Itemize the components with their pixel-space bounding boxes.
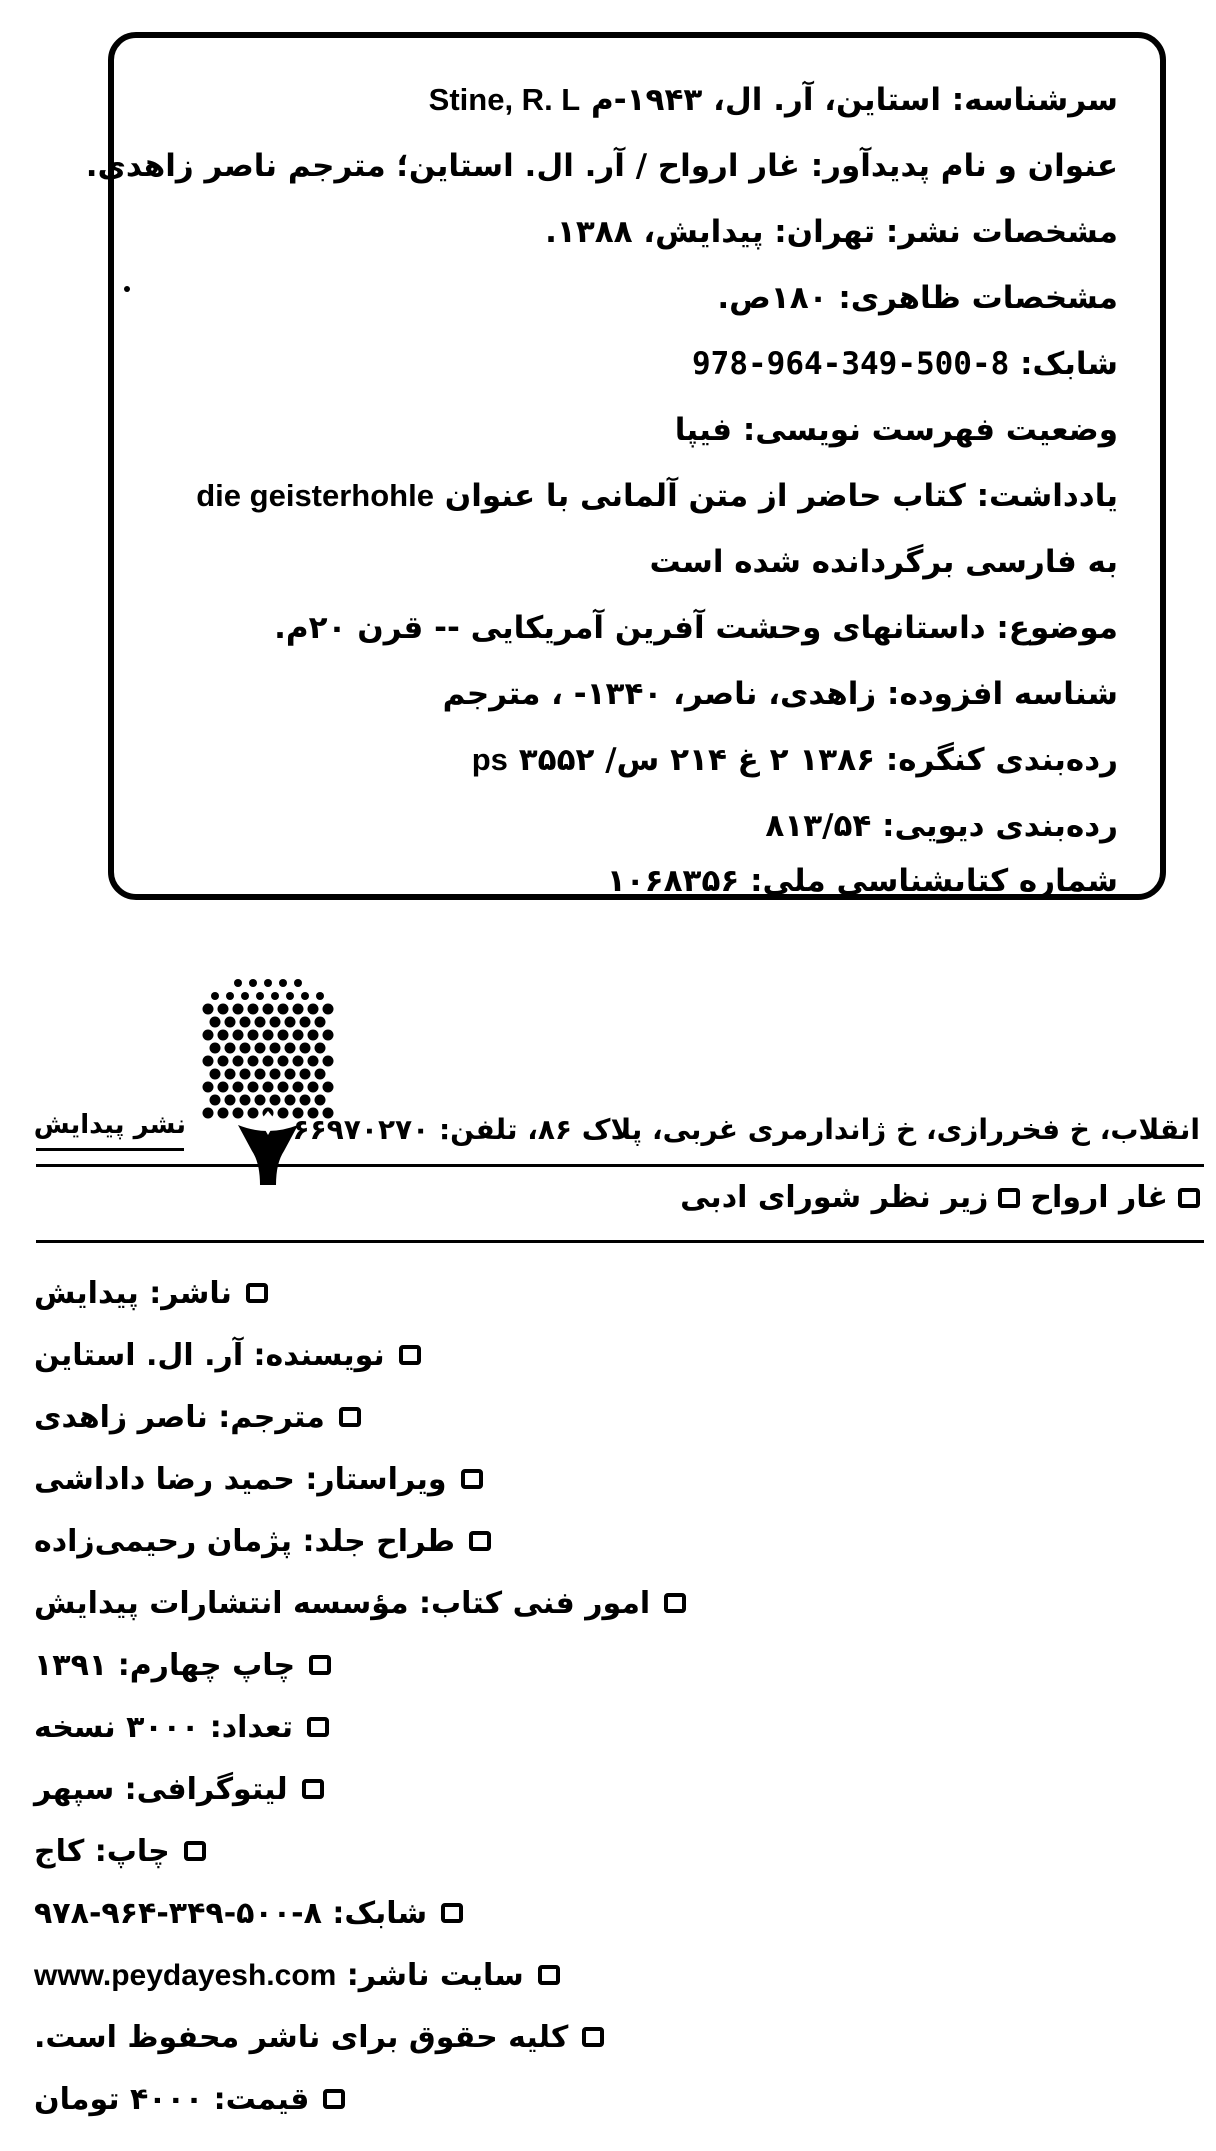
credit-text: امور فنی کتاب: مؤسسه انتشارات پیدایش	[34, 1585, 651, 1621]
credit-row-author	[34, 1330, 421, 1380]
box-bullet-icon	[399, 1345, 421, 1365]
box-bullet-icon	[307, 1717, 329, 1737]
credit-text: تعداد: ۳۰۰۰ نسخه	[34, 1709, 293, 1745]
box-bullet-icon	[302, 1779, 324, 1799]
catalog-line-text: شماره کتابشناسی ملی: ۱۰۶۸۳۵۶	[606, 863, 1118, 899]
credit-text: چاپ چهارم: ۱۳۹۱	[34, 1647, 296, 1683]
box-bullet-icon	[538, 1965, 560, 1985]
publisher-tree-logo-icon	[198, 975, 338, 1185]
box-bullet-icon	[664, 1593, 686, 1613]
credit-label: سایت ناشر:	[346, 1957, 524, 1993]
catalog-line-text: مشخصات نشر: تهران: پیدایش، ۱۳۸۸.	[545, 214, 1118, 250]
catalog-line-publication	[545, 212, 1118, 252]
credit-row-technical	[34, 1578, 686, 1628]
credit-row-isbn	[34, 1888, 463, 1938]
catalog-line-subject	[274, 608, 1118, 648]
credit-text	[34, 1958, 524, 1993]
credit-text: لیتوگرافی: سپهر	[34, 1771, 288, 1807]
publisher-website: www.peydayesh.com	[34, 1958, 337, 1992]
catalog-line-text: شابک:	[1020, 346, 1118, 382]
catalog-line-text: وضعیت فهرست نویسی: فیپا	[674, 412, 1118, 448]
catalog-line-national-number	[607, 864, 1118, 898]
catalog-line-note-cont	[650, 542, 1118, 582]
box-bullet-icon	[309, 1655, 331, 1675]
catalog-line-text: موضوع: داستانهای وحشت آفرین آمریکایی -- قرن ۲۰م.	[274, 610, 1118, 646]
divider-bottom	[36, 1240, 1204, 1243]
divider-top	[36, 1164, 1204, 1167]
credit-row-cover-designer	[34, 1516, 491, 1566]
credit-row-edition	[34, 1640, 331, 1690]
catalog-box	[85, 32, 1166, 900]
catalog-line-main-entry	[429, 80, 1118, 120]
catalog-line-isbn	[692, 344, 1118, 384]
catalog-line-text: رده‌بندی دیویی: ۸۱۳/۵۴	[765, 808, 1118, 844]
credit-text: کلیه حقوق برای ناشر محفوظ است.	[34, 2019, 569, 2055]
credit-row-copyright	[34, 2012, 604, 2062]
credit-row-printing	[34, 1826, 206, 1876]
box-bullet-icon	[323, 2089, 345, 2109]
credit-text: مترجم: ناصر زاهدی	[34, 1399, 325, 1435]
title-row	[680, 1180, 1200, 1215]
credit-row-price	[34, 2074, 345, 2124]
catalog-line-added-entry	[443, 674, 1118, 714]
catalog-line-text: مشخصات ظاهری: ۱۸۰ص.	[717, 280, 1118, 316]
catalog-line-title	[86, 146, 1118, 186]
catalog-line-physical	[717, 278, 1118, 318]
credit-text: ویراستار: حمید رضا داداشی	[34, 1461, 447, 1497]
credit-row-website	[34, 1950, 560, 2000]
catalog-line-text: عنوان و نام پدیدآور: غار ارواح / آر. ال. استاین؛ مترجم ناصر زاهدی.	[85, 148, 1118, 184]
stray-dot	[124, 286, 130, 292]
credit-row-translator	[34, 1392, 361, 1442]
credit-text: نویسنده: آر. ال. استاین	[34, 1337, 385, 1373]
credit-text: قیمت: ۴۰۰۰ تومان	[34, 2081, 310, 2117]
series-note: زیر نظر شورای ادبی	[680, 1180, 989, 1215]
catalog-line-text: یادداشت: کتاب حاضر از متن آلمانی با عنوان	[444, 478, 1118, 514]
catalog-line-latin: ps	[471, 742, 508, 777]
catalog-line-text: سرشناسه: استاین، آر. ال، ۱۹۴۳-م	[591, 82, 1118, 118]
catalog-line-status	[675, 410, 1118, 450]
catalog-line-text: شناسه افزوده: زاهدی، ناصر، ۱۳۴۰- ، مترجم	[442, 676, 1118, 712]
credit-row-editor	[34, 1454, 483, 1504]
signature-underline	[36, 1148, 184, 1151]
box-bullet-icon	[582, 2027, 604, 2047]
credit-text: چاپ: کاج	[34, 1833, 170, 1869]
box-bullet-icon	[441, 1903, 463, 1923]
book-title: غار ارواح	[1030, 1180, 1168, 1215]
publisher-signature: نشر پیدایش	[33, 1110, 186, 1140]
box-bullet-icon	[469, 1531, 491, 1551]
publisher-address: انقلاب، خ فخررازی، خ ژاندارمری غربی، پلاک ۸۶، تلفن: ۶۶۹۷۰۲۷۰	[292, 1113, 1200, 1146]
credit-row-print-run	[34, 1702, 329, 1752]
box-bullet-icon	[246, 1283, 268, 1303]
catalog-line-lc-class	[472, 740, 1118, 780]
catalog-line-text: رده‌بندی کنگره: ۱۳۸۶ ۲ غ ۲۱۴ س/ ۳۵۵۲	[518, 742, 1118, 778]
credit-row-publisher	[34, 1268, 268, 1318]
box-bullet-icon	[998, 1188, 1020, 1208]
catalog-line-dewey	[765, 806, 1118, 846]
box-bullet-icon	[1178, 1188, 1200, 1208]
catalog-line-latin: Stine, R. L	[428, 82, 581, 117]
credit-text: شابک: ۸-۵۰۰-۳۴۹-۹۶۴-۹۷۸	[34, 1895, 428, 1931]
catalog-line-isbn-digits: 978-964-349-500-8	[692, 346, 1010, 382]
catalog-line-latin: die geisterhohle	[196, 478, 434, 513]
box-bullet-icon	[339, 1407, 361, 1427]
catalog-line-note	[196, 476, 1118, 516]
credit-text: ناشر: پیدایش	[34, 1275, 232, 1311]
box-bullet-icon	[461, 1469, 483, 1489]
catalog-line-text: به فارسی برگردانده شده است	[649, 544, 1118, 580]
credit-text: طراح جلد: پژمان رحیمی‌زاده	[34, 1523, 455, 1559]
box-bullet-icon	[184, 1841, 206, 1861]
credit-row-lithography	[34, 1764, 324, 1814]
